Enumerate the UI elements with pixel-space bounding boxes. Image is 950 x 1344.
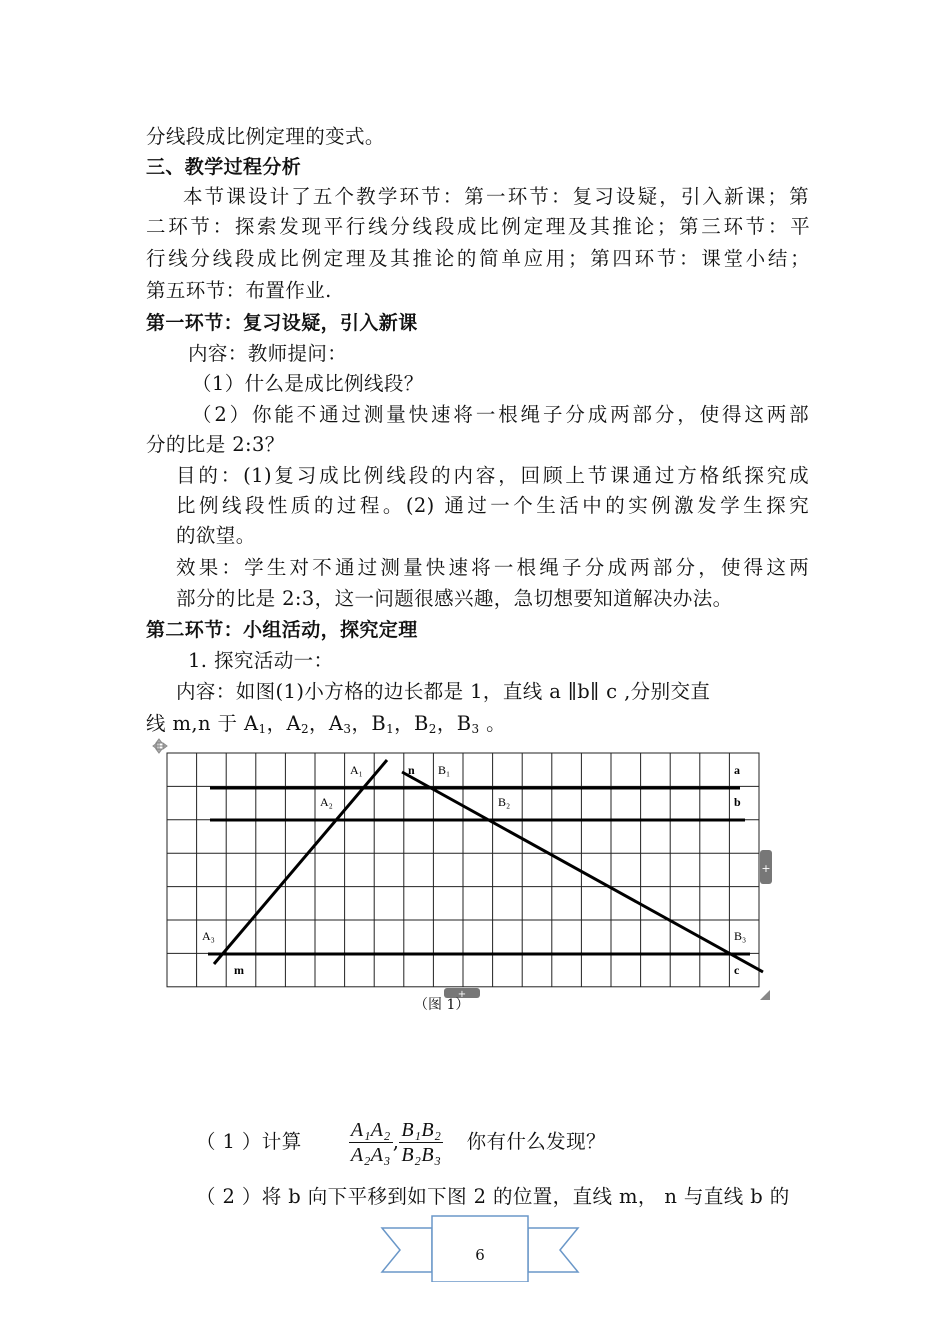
figure-caption: （图 1） bbox=[414, 997, 470, 1013]
line-n bbox=[402, 772, 763, 972]
table-move-handle-icon[interactable] bbox=[153, 739, 167, 753]
subsection-heading: 第一环节：复习设疑，引入新课 bbox=[146, 312, 418, 334]
calc-prefix: （ 1 ）计算 bbox=[196, 1130, 302, 1153]
label-b2: B₂ bbox=[498, 795, 511, 809]
subsection-heading: 第二环节：小组活动，探究定理 bbox=[146, 619, 418, 641]
content-line: 内容：如图(1)小方格的边长都是 1，直线 a ∥b∥ c ,分别交直 bbox=[176, 680, 711, 703]
effect-line: 效果：学生对不通过测量快速将一根绳子分成两部分，使得这两 bbox=[176, 556, 809, 579]
table-resize-handle-icon[interactable] bbox=[760, 990, 770, 1000]
label-n: n bbox=[408, 763, 415, 777]
question-line: 分的比是 2:3？ bbox=[146, 433, 285, 456]
label-m: m bbox=[234, 963, 244, 977]
goal-line: 目的：(1)复习成比例线段的内容，回顾上节课通过方格纸探究成 bbox=[176, 464, 809, 487]
label-a1: A₁ bbox=[350, 763, 363, 777]
section-heading: 三、教学过程分析 bbox=[146, 156, 302, 178]
goal-line: 比例线段性质的过程。(2) 通过一个生活中的实例激发学生探究 bbox=[176, 494, 809, 517]
content-line: 线 m,n 于 $A_1$，$A_2$，$A_3$，$B_1$，$B_2$，$B_3$ 。 bbox=[146, 712, 507, 736]
label-a3: A₃ bbox=[202, 929, 215, 943]
fraction-b: $\frac{\text{B₁B₂}}{\text{B₂B₃}}$ bbox=[401, 1119, 442, 1166]
label-b1: B₁ bbox=[438, 763, 451, 777]
label-a2: A₂ bbox=[320, 795, 333, 809]
content-line: 内容：教师提问： bbox=[188, 342, 348, 365]
question-line: （2）你能不通过测量快速将一根绳子分成两部分，使得这两部 bbox=[192, 403, 809, 426]
table-insert-column-icon[interactable] bbox=[760, 850, 772, 884]
svg-text:+: + bbox=[457, 989, 467, 1000]
line-m bbox=[214, 760, 387, 964]
paragraph-line: 本节课设计了五个教学环节：第一环节：复习设疑，引入新课；第 bbox=[183, 185, 809, 208]
calc-line: （ 1 ）计算 $\frac{\text{A₁A₂}}{\text{A₂A₃}}$ , $\frac{\text{B₁B₂}}{\text{B₂B₃}}$ 你有什么发现？ bbox=[196, 1119, 606, 1166]
label-a: a bbox=[734, 763, 740, 777]
paragraph-line: 第五环节：布置作业. bbox=[146, 279, 332, 302]
page-number-ribbon bbox=[380, 1212, 580, 1282]
calc-suffix: 你有什么发现？ bbox=[466, 1130, 606, 1153]
label-b3: B₃ bbox=[734, 929, 747, 943]
question-line: （1）什么是成比例线段？ bbox=[192, 372, 424, 395]
goal-line: 的欲望。 bbox=[176, 524, 256, 547]
text-line: （ 2 ）将 b 向下平移到如下图 2 的位置，直线 m， n 与直线 b 的 bbox=[196, 1185, 790, 1208]
grid-figure bbox=[150, 738, 780, 1008]
page-number: 6 bbox=[475, 1246, 485, 1264]
svg-text:+: + bbox=[761, 862, 771, 875]
label-c: c bbox=[734, 963, 740, 977]
paragraph-line: 行线分线段成比例定理及其推论的简单应用；第四环节：课堂小结； bbox=[146, 247, 810, 270]
activity-title: 1. 探究活动一： bbox=[188, 649, 334, 672]
text-line: 分线段成比例定理的变式。 bbox=[146, 125, 385, 148]
fraction-a: $\frac{\text{A₁A₂}}{\text{A₂A₃}}$ bbox=[350, 1119, 391, 1166]
paragraph-line: 二环节：探索发现平行线分线段成比例定理及其推论；第三环节：平 bbox=[146, 215, 810, 238]
label-b: b bbox=[734, 795, 741, 809]
effect-line: 部分的比是 2:3，这一问题很感兴趣，急切想要知道解决办法。 bbox=[176, 587, 733, 610]
